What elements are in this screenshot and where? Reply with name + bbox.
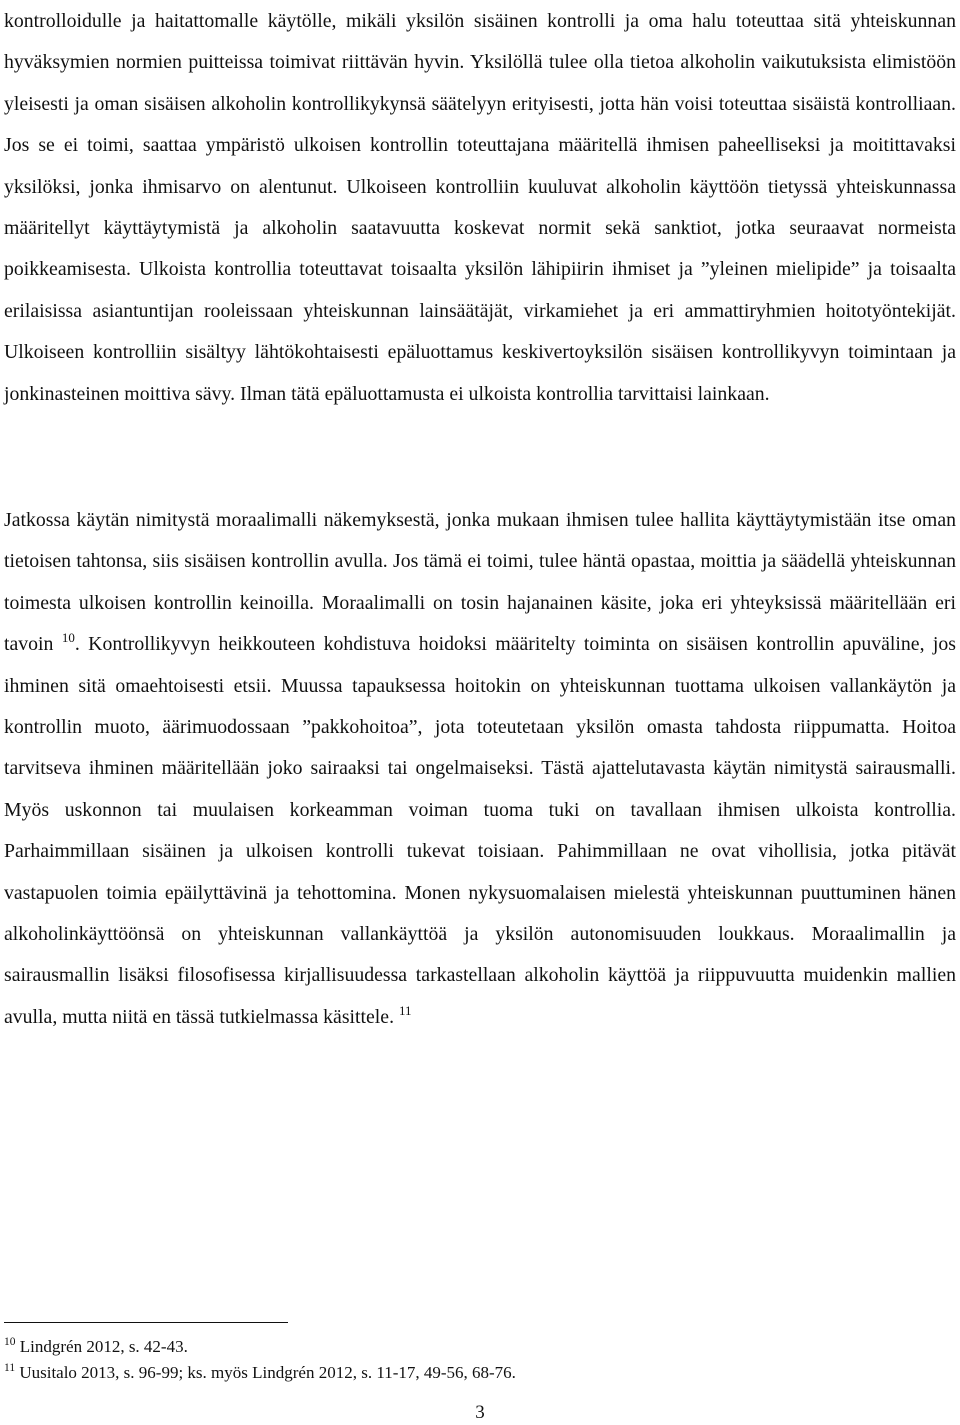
footnote-text: Lindgrén 2012, s. 42-43. bbox=[19, 1337, 188, 1356]
paragraph-2-text-part-1: Jatkossa käytän nimitystä moraalimalli näkemyksestä, jonka mukaan ihmisen tulee hallita käyttäytymistään itse oman tietoisen tahtonsa, siis sisäisen kontrollin avulla. Jos tämä ei toimi, tulee häntä opastaa, moittia ja säädellä yhteiskunnan toimesta ulkoisen kontrollin keinoilla. Moraalimalli on tosin hajanainen käsite, joka eri yhteyksissä määritellään eri tavoin bbox=[4, 509, 956, 656]
footnote-ref-11[interactable]: 11 bbox=[398, 1002, 412, 1018]
footnote-number: 11 bbox=[4, 1362, 16, 1374]
footnote-text: Uusitalo 2013, s. 96-99; ks. myös Lindgrén 2012, s. 11-17, 49-56, 68-76. bbox=[19, 1363, 516, 1382]
body-paragraph-2 bbox=[4, 500, 956, 1038]
footnote-11 bbox=[4, 1362, 944, 1384]
footnote-separator bbox=[4, 1322, 288, 1323]
footnote-10 bbox=[4, 1336, 944, 1358]
body-paragraph-1 bbox=[4, 1, 956, 415]
page-number: 3 bbox=[475, 1402, 485, 1423]
paragraph-2-text-part-2: . Kontrollikyvyn heikkouteen kohdistuva hoidoksi määritelty toiminta on sisäisen kontrollin apuväline, jos ihminen sitä omaehtoisesti etsii. Muussa tapauksessa hoitokin on yhteiskunnan tuottama ulkoisen vallankäytön ja kontrollin muoto, äärimuodossaan ”pakkohoitoa”, jota toteutetaan yksilön omasta tahdosta riippumatta. Hoitoa tarvitseva ihminen määritellään joko sairaaksi tai ongelmaiseksi. Tästä ajattelutavasta käytän nimitystä sairausmalli. Myös uskonnon tai muulaisen korkeamman voiman tuoma tuki on tavallaan ihmisen ulkoista kontrollia. Parhaimmillaan sisäinen ja ulkoisen kontrolli tukevat toisiaan. Pahimmillaan ne ovat vihollisia, jotka pitävät vastapuolen toimia epäilyttävinä ja tehottomina. Monen nykysuomalaisen mielestä yhteiskunnan puuttuminen hänen alkoholinkäyttöönsä on yhteiskunnan vallankäyttöä ja yksilön autonomisuuden loukkaus. Moraalimallin ja sairausmallin lisäksi filosofisessa kirjallisuudessa tarkastellaan alkoholin käyttöä ja riippuvuutta muidenkin mallien avulla, mutta niitä en tässä tutkielmassa käsittele. bbox=[4, 633, 956, 1028]
paragraph-1-text: kontrolloidulle ja haitattomalle käytölle, mikäli yksilön sisäinen kontrolli ja oma halu toteuttaa sitä yhteiskunnan hyväksymien normien puitteissa toimivat riittävän hyvin. Yksilöllä tulee olla tietoa alkoholin vaikutuksista elimistöön yleisesti ja oman sisäisen alkoholin kontrollikykynsä säätelyyn erityisesti, jotta hän voisi toteuttaa sisäistä kontrolliaan. Jos se ei toimi, saattaa ympäristö ulkoisen kontrollin toteuttajana määritellä ihmisen paheelliseksi ja moitittavaksi yksilöksi, jonka ihmisarvo on alentunut. Ulkoiseen kontrolliin kuuluvat alkoholin käyttöön tietyssä yhteiskunnassa määritellyt käyttäytymistä ja alkoholin saatavuutta koskevat normit sekä sanktiot, jotka seuraavat normeista poikkeamisesta. Ulkoista kontrollia toteuttavat toisaalta yksilön lähipiirin ihmiset ja ”yleinen mielipide” ja toisaalta erilaisissa asiantuntijan rooleissaan yhteiskunnan lainsäätäjät, virkamiehet ja eri ammattiryhmien hoitotyöntekijät. Ulkoiseen kontrolliin sisältyy lähtökohtaisesti epäluottamus keskivertoyksilön sisäisen kontrollikyvyn toimintaan ja jonkinasteinen moittiva sävy. Ilman tätä epäluottamusta ei ulkoista kontrollia tarvittaisi lainkaan. bbox=[4, 10, 956, 405]
footnote-number: 10 bbox=[4, 1336, 16, 1348]
footnote-ref-10[interactable]: 10 bbox=[61, 630, 75, 646]
